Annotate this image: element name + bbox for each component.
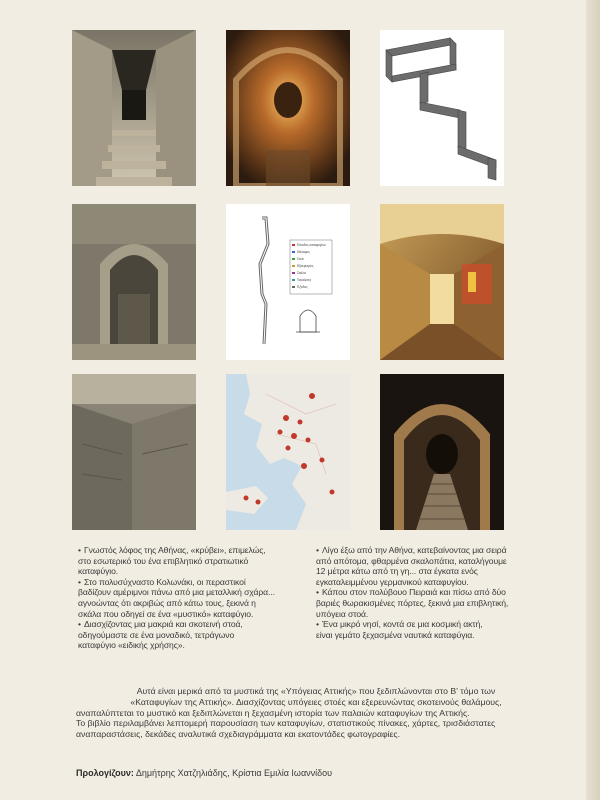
svg-text:Θάλαμος: Θάλαμος <box>297 250 310 254</box>
map-marker <box>301 463 307 469</box>
bullet-text: Λίγο έξω από την Αθήνα, κατεβαίνοντας μια σειρά από απότομα, φθαρμένα σκαλοπάτια, καταλήγουμε 12 μέτρα κάτω από τη γη... στα έγκατα ενός εγκαταλειμμένου γερμανικού καταφυγίου. <box>316 545 507 587</box>
svg-text:Έξοδος: Έξοδος <box>297 285 308 289</box>
bullet-text: Διασχίζοντας μια μακριά και σκοτεινή στοά, οδηγούμαστε σε ένα μοναδικό, τετράγωνο καταφύγιο «ειδικής χρήσης». <box>78 619 243 651</box>
svg-text:Εξαερισμός: Εξαερισμός <box>297 264 314 268</box>
map-marker <box>291 433 297 439</box>
bullet-text: Ένα μικρό νησί, κοντά σε μια κοσμική ακτή, είναι γεμάτο ξεχασμένα ναυτικά καταφύγια. <box>316 619 483 640</box>
map-marker <box>306 438 311 443</box>
map-marker <box>286 446 291 451</box>
bullet-item: • Διασχίζοντας μια μακριά και σκοτεινή στοά, οδηγούμαστε σε ένα μοναδικό, τετράγωνο καταφύγιο «ειδικής χρήσης». <box>78 619 243 651</box>
bullet-item: • Στο πολυσύχναστο Κολωνάκι, οι περαστικοί βαδίζουν αμέριμνοι πάνω από μια μεταλλική σχάρα... αγνοώντας ότι ακριβώς από κάτω τους, ξεκινά η σκάλα που οδηγεί σε ένα «μυστικό» καταφύγιο. <box>78 576 275 619</box>
bullet-text: Στο πολυσύχναστο Κολωνάκι, οι περαστικοί βαδίζουν αμέριμνοι πάνω από μια μεταλλική σχάρα... αγνοώντας ότι ακριβώς από κάτω τους, ξεκινά η σκάλα που οδηγεί σε ένα «μυστικό» καταφύγιο. <box>78 576 275 619</box>
summary-line: αναπαραστάσεις, δεκάδες αναλυτικά σχεδιαγράμματα και εκατοντάδες φωτογραφίες. <box>76 729 401 740</box>
map-marker <box>283 415 289 421</box>
svg-text:Στοά: Στοά <box>297 257 304 261</box>
map-marker <box>330 490 335 495</box>
photo-lit-tunnel <box>226 30 350 186</box>
bullet-item: • Λίγο έξω από την Αθήνα, κατεβαίνοντας μια σειρά από απότομα, φθαρμένα σκαλοπάτια, καταλήγουμε 12 μέτρα κάτω από τη γη... στα έγκατα ενός εγκαταλειμμένου γερμανικού καταφυγίου. <box>316 545 507 587</box>
photo-concrete-wall <box>72 374 196 530</box>
bullet-item: • Γνωστός λόφος της Αθήνας, «κρύβει», επιμελώς, στο εσωτερικό του ένα επιβλητικό στρατιωτικό καταφύγιο. <box>78 545 266 577</box>
photo-arched-doorway <box>72 204 196 360</box>
summary-line: «Καταφυγίων της Αττικής». Διασχίζοντας υπόγειες στοές και εξερευνώντας σκοτεινούς θαλάμους, <box>130 696 502 707</box>
bullet-text: Κάπου στον πολύβουο Πειραιά και πίσω από δύο βαριές θωρακισμένες πόρτες, ξεκινά μια επιβλητική, υπόγεια στοά. <box>316 587 509 619</box>
bullets-left <box>78 545 296 651</box>
photo-3d-tunnel-model <box>380 30 504 186</box>
bullet-text: Γνωστός λόφος της Αθήνας, «κρύβει», επιμελώς, στο εσωτερικό του ένα επιβλητικό στρατιωτικό καταφύγιο. <box>78 545 266 577</box>
summary-line: αναπαλύπτεται το μυστικό και ξεδιπλώνεται η ξεχασμένη ιστορία των παλαιών καταφυγίων της Αττικής. <box>76 707 470 718</box>
bullet-item: • Ένα μικρό νησί, κοντά σε μια κοσμική ακτή, είναι γεμάτο ξεχασμένα ναυτικά καταφύγια. <box>316 619 483 640</box>
foreword-names: Δημήτρης Χατζηλιάδης, Κρίστια Εμιλία Ιωαννίδου <box>135 768 333 778</box>
page-edge <box>586 0 600 800</box>
map-marker <box>320 458 325 463</box>
map-marker <box>278 430 283 435</box>
svg-text:Τουαλέτες: Τουαλέτες <box>297 278 312 282</box>
diagram-legend-item <box>292 243 326 247</box>
map-marker <box>244 496 249 501</box>
bullet-item: • Κάπου στον πολύβουο Πειραιά και πίσω από δύο βαριές θωρακισμένες πόρτες, ξεκινά μια επιβλητική, υπόγεια στοά. <box>316 587 509 619</box>
photo-stairway-entrance <box>72 30 196 186</box>
map-marker <box>298 420 303 425</box>
foreword <box>76 768 546 778</box>
map-marker <box>256 500 261 505</box>
svg-text:Είσοδος καταφυγίου: Είσοδος καταφυγίου <box>297 243 326 247</box>
summary-line: Αυτά είναι μερικά από τα μυστικά της «Υπόγειας Αττικής» που ξεδιπλώνονται στο Β' τόμο των <box>136 686 496 696</box>
photo-corridor-mural <box>380 204 504 360</box>
summary-paragraph <box>76 686 556 740</box>
svg-text:Σκάλα: Σκάλα <box>297 271 306 275</box>
summary-line: Το βιβλίο περιλαμβάνει λεπτομερή παρουσίαση των καταφυγίων, στατιστικούς πίνακες, χάρτες, τρισδιάστατες <box>76 718 496 729</box>
foreword-label: Προλογίζουν: <box>76 768 134 778</box>
diagram-tunnel-plan <box>226 204 350 360</box>
photo-grid <box>72 30 540 530</box>
bullets-right <box>316 545 528 640</box>
map-attica-shelters <box>226 374 350 530</box>
map-marker <box>309 393 315 399</box>
photo-arched-tunnel <box>380 374 504 530</box>
